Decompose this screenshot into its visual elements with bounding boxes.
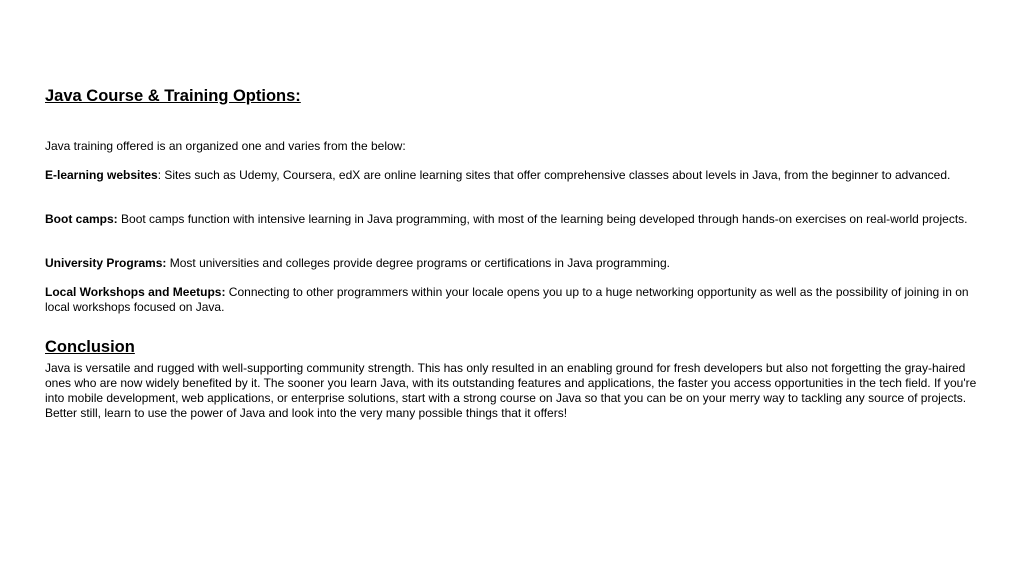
option-bootcamps <box>45 212 990 227</box>
option-term: Local Workshops and Meetups: <box>45 285 226 299</box>
option-description: Sites such as Udemy, Coursera, edX are online learning sites that offer comprehensive classes about levels in Java, from the beginner to advanced. <box>161 168 951 182</box>
intro-text: Java training offered is an organized one and varies from the below: <box>45 139 406 153</box>
option-separator: : <box>157 168 162 182</box>
option-description: Boot camps function with intensive learning in Java programming, with most of the learning being developed through hands-on exercises on real-world projects. <box>117 212 968 226</box>
option-term: University Programs: <box>45 256 167 270</box>
section-title: Java Course & Training Options: <box>45 87 301 105</box>
option-elearning <box>45 168 990 183</box>
option-term: Boot camps: <box>45 212 118 226</box>
option-description: Connecting to other programmers within your locale opens you up to a huge networking opportunity as well as the possibility of joining in on local workshops focused on Java. <box>45 285 969 314</box>
option-description: Most universities and colleges provide degree programs or certifications in Java programming. <box>166 256 670 270</box>
option-university <box>45 256 990 271</box>
conclusion-title: Conclusion <box>45 338 135 356</box>
option-workshops <box>45 285 990 315</box>
conclusion-text: Java is versatile and rugged with well-supporting community strength. This has only resulted in an enabling ground for fresh developers but also not forgetting the gray-haired ones who are now widely benefited by it. The sooner you learn Java, with its outstanding features and applications, the faster you access opportunities in the tech field. If you're into mobile development, web applications, or enterprise solutions, start with a strong course on Java so that you can be on your merry way to tackling any source of projects. Better still, learn to use the power of Java and look into the very many possible things that it offers! <box>45 361 977 420</box>
option-term: E-learning websites <box>45 168 158 182</box>
